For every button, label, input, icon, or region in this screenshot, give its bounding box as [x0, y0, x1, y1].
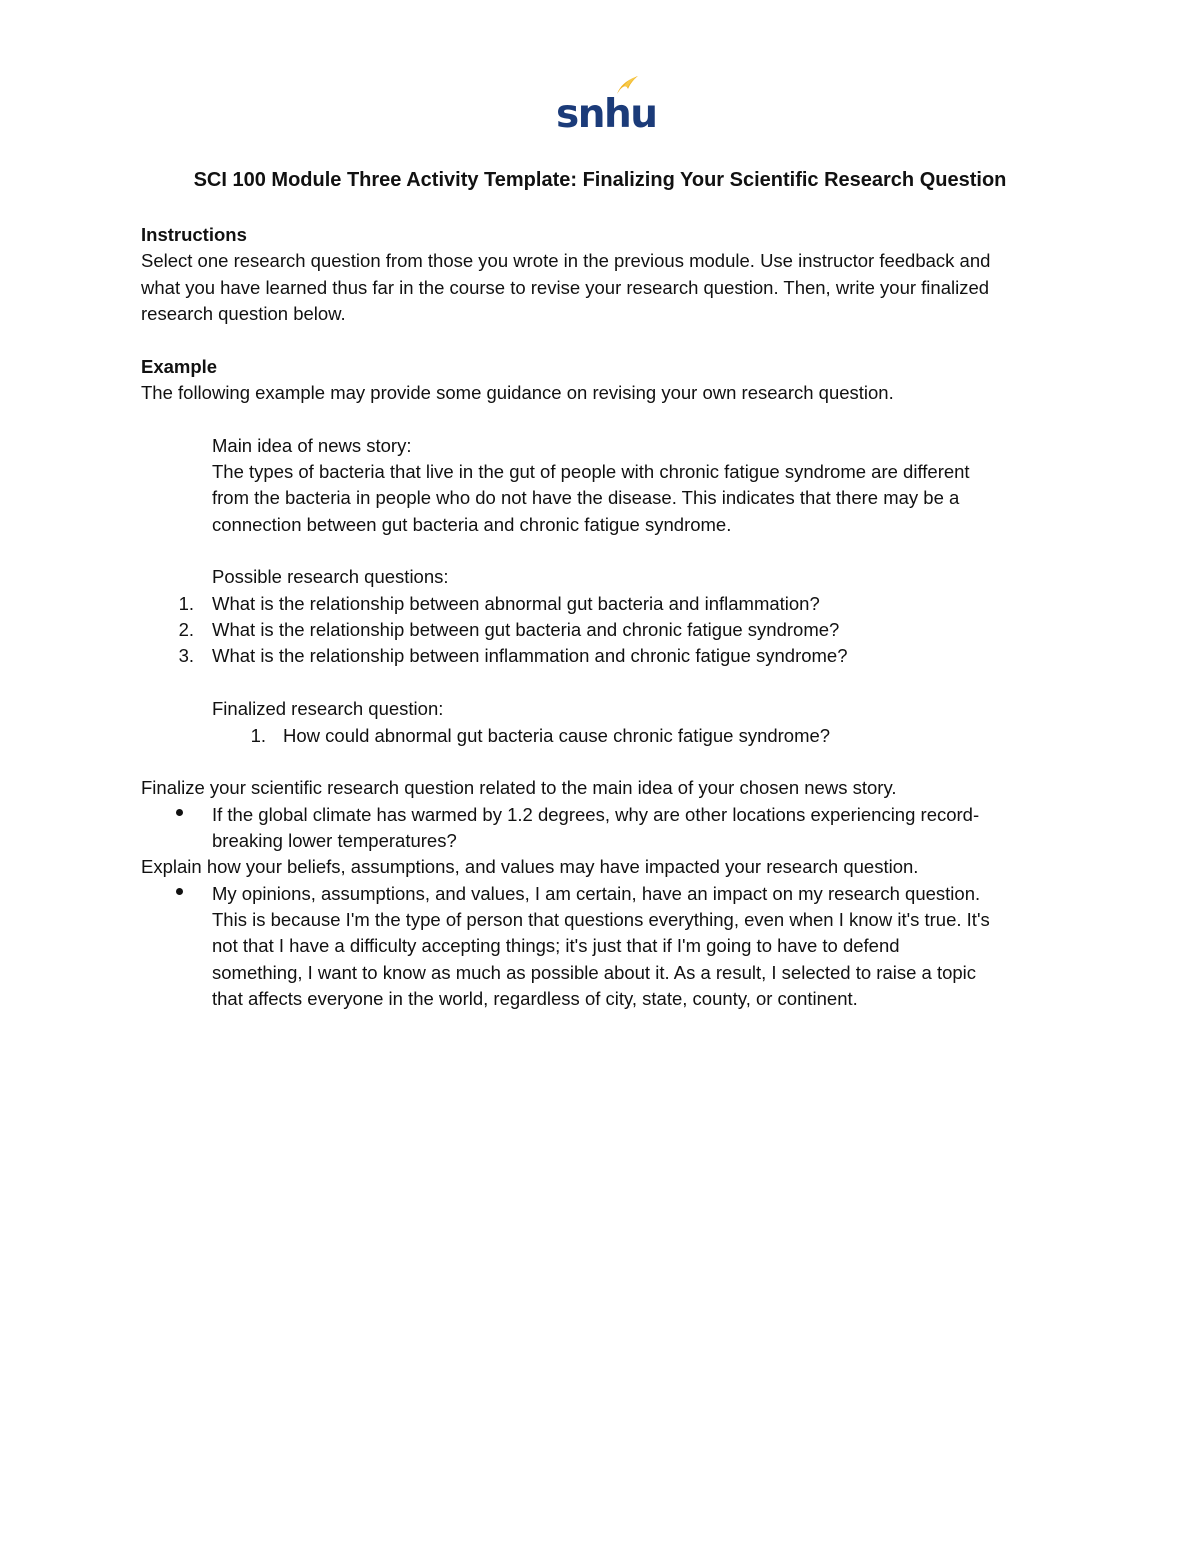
possible-question-item: What is the relationship between inflammation and chronic fatigue syndrome? — [212, 645, 848, 666]
bullet-icon — [176, 809, 183, 816]
main-idea-line: The types of bacteria that live in the gut of people with chronic fatigue syndrome are different — [212, 461, 970, 482]
prompt-finalize: Finalize your scientific research question related to the main idea of your chosen news story. — [141, 777, 897, 798]
possible-question-item: What is the relationship between abnormal gut bacteria and inflammation? — [212, 593, 820, 614]
list-number: 2. — [178, 619, 194, 640]
possible-questions-label: Possible research questions: — [212, 566, 449, 587]
list-number: 3. — [178, 645, 194, 666]
answer-line: breaking lower temperatures? — [212, 830, 457, 851]
instructions-line: research question below. — [141, 303, 346, 324]
possible-question-item: What is the relationship between gut bacteria and chronic fatigue syndrome? — [212, 619, 840, 640]
main-idea-line: connection between gut bacteria and chronic fatigue syndrome. — [212, 514, 732, 535]
answer-line: something, I want to know as much as possible about it. As a result, I selected to raise a topic — [212, 962, 977, 983]
answer-line: If the global climate has warmed by 1.2 degrees, why are other locations experiencing record- — [212, 804, 980, 825]
answer-line: that affects everyone in the world, regardless of city, state, county, or continent. — [212, 988, 858, 1009]
instructions-line: what you have learned thus far in the course to revise your research question. Then, write your finalized — [141, 277, 990, 298]
finalized-question-label: Finalized research question: — [212, 698, 444, 719]
instructions-line: Select one research question from those you wrote in the previous module. Use instructor feedback and — [141, 250, 991, 271]
bullet-icon — [176, 888, 183, 895]
prompt-explain: Explain how your beliefs, assumptions, and values may have impacted your research question. — [141, 856, 919, 877]
main-idea-line: from the bacteria in people who do not have the disease. This indicates that there may be a — [212, 487, 960, 508]
logo-wordmark: snhu — [556, 92, 657, 137]
example-heading: Example — [141, 356, 218, 377]
snhu-logo — [556, 72, 657, 137]
finalized-question-item: How could abnormal gut bacteria cause chronic fatigue syndrome? — [283, 725, 831, 746]
list-number: 1. — [250, 725, 266, 746]
answer-line: not that I have a difficulty accepting things; it's just that if I'm going to have to defend — [212, 935, 900, 956]
document-title: SCI 100 Module Three Activity Template: Finalizing Your Scientific Research Question — [193, 169, 1007, 191]
list-number: 1. — [178, 593, 194, 614]
main-idea-label: Main idea of news story: — [212, 435, 412, 456]
example-intro: The following example may provide some guidance on revising your own research question. — [141, 382, 894, 403]
answer-line: This is because I'm the type of person that questions everything, even when I know it's true. It's — [212, 909, 990, 930]
instructions-heading: Instructions — [141, 224, 247, 245]
answer-line: My opinions, assumptions, and values, I am certain, have an impact on my research question. — [212, 883, 981, 904]
